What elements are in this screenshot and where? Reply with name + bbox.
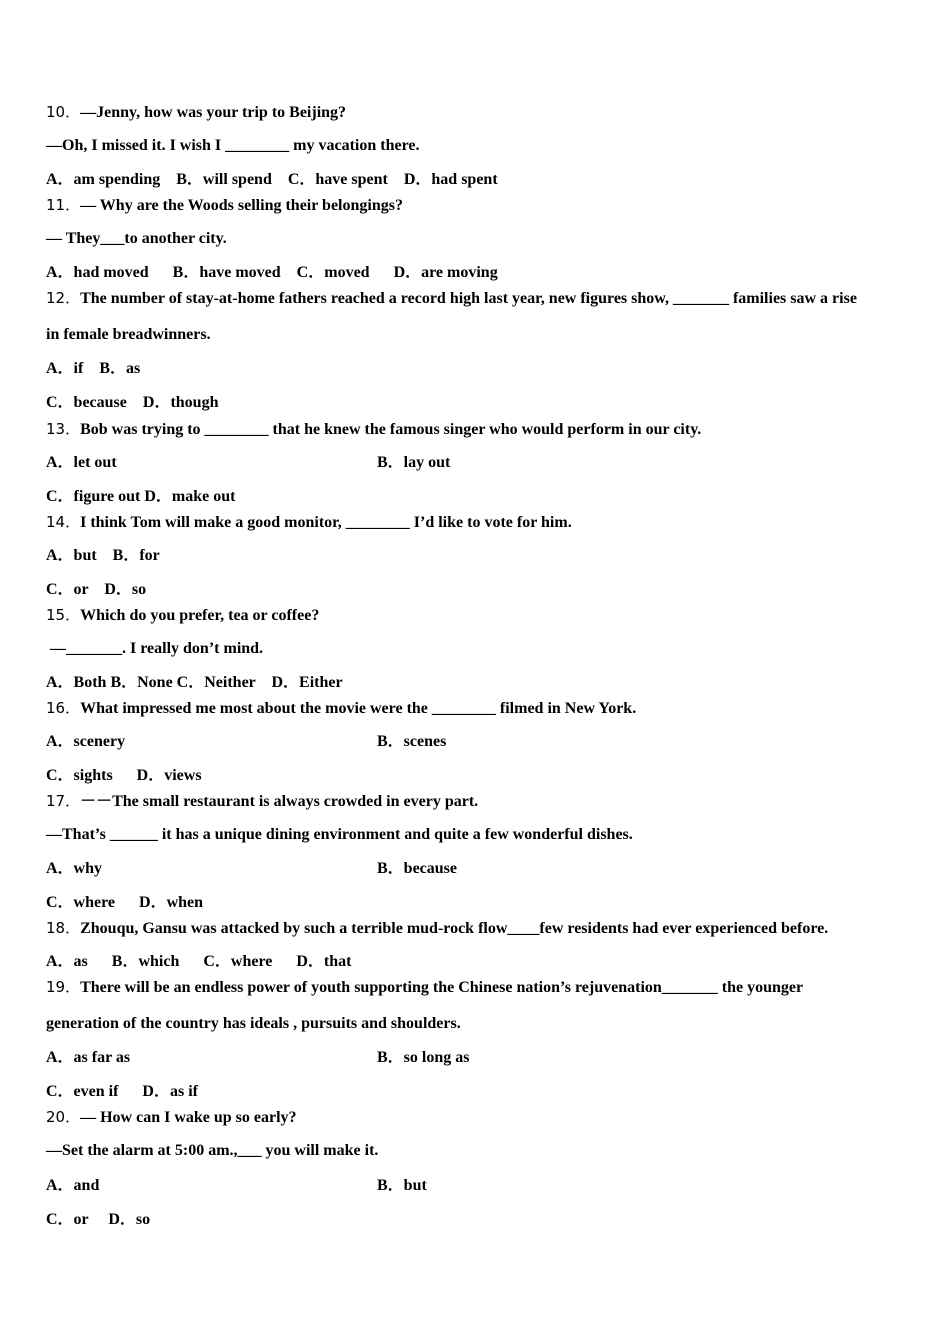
option-a: A．why <box>46 860 103 877</box>
option-b: B．because <box>377 860 458 877</box>
question-16-options-2: C．sights D．views <box>46 767 202 784</box>
question-12-options-1: A．if B．as <box>46 360 141 377</box>
question-number: 17． <box>46 792 81 810</box>
question-number: 15． <box>46 606 81 624</box>
question-10-stem: 10．—Jenny, how was your trip to Beijing? <box>46 103 347 121</box>
question-17-options-2: C．where D．when <box>46 894 204 911</box>
question-15-dialog: —_______. I really don’t mind. <box>46 640 264 657</box>
question-10-dialog: —Oh, I missed it. I wish I ________ my vacation there. <box>46 137 420 154</box>
option-a: A．let out <box>46 454 117 471</box>
question-13-options-2: C．figure out D．make out <box>46 488 236 505</box>
question-16-options-1 <box>46 732 926 752</box>
question-number: 18． <box>46 919 81 937</box>
question-number: 11． <box>46 196 81 214</box>
question-17-stem: 17．－－The small restaurant is always crowded in every part. <box>46 792 479 810</box>
question-16-stem: 16．What impressed me most about the movie were the ________ filmed in New York. <box>46 699 637 717</box>
question-13-options-1 <box>46 453 926 473</box>
question-number: 12． <box>46 289 81 307</box>
question-14-stem: 14．I think Tom will make a good monitor, ________ I’d like to vote for him. <box>46 513 572 531</box>
question-17-dialog: —That’s ______ it has a unique dining environment and quite a few wonderful dishes. <box>46 826 633 843</box>
question-13-stem: 13．Bob was trying to ________ that he knew the famous singer who would perform in our city. <box>46 420 702 438</box>
option-b: B．lay out <box>377 454 451 471</box>
question-11-stem: 11．— Why are the Woods selling their belongings? <box>46 196 403 214</box>
question-20-dialog: —Set the alarm at 5:00 am.,___ you will make it. <box>46 1142 379 1159</box>
question-number: 19． <box>46 978 81 996</box>
question-14-options-1: A．but B．for <box>46 547 160 564</box>
option-a: A．scenery <box>46 733 126 750</box>
option-b: B．scenes <box>377 733 447 750</box>
question-number: 16． <box>46 699 81 717</box>
question-number: 13． <box>46 420 81 438</box>
question-18-options: A．as B．which C．where D．that <box>46 953 352 970</box>
question-17-options-1 <box>46 859 926 879</box>
question-11-options: A．had moved B．have moved C．moved D．are moving <box>46 264 498 281</box>
question-19-options-2: C．even if D．as if <box>46 1083 198 1100</box>
question-number: 14． <box>46 513 81 531</box>
question-10-options: A．am spending B．will spend C．have spent D．had spent <box>46 171 498 188</box>
question-14-options-2: C．or D．so <box>46 581 147 598</box>
question-19-options-1 <box>46 1048 926 1068</box>
question-20-stem: 20．— How can I wake up so early? <box>46 1108 297 1126</box>
question-number: 20． <box>46 1108 81 1126</box>
option-a: A．as far as <box>46 1049 131 1066</box>
question-19-stem: 19．There will be an endless power of youth supporting the Chinese nation’s rejuvenation_______ the younger <box>46 978 804 996</box>
question-15-options: A．Both B．None C．Neither D．Either <box>46 674 343 691</box>
question-12-stem: 12．The number of stay-at-home fathers reached a record high last year, new figures show, _______ families saw a rise <box>46 289 857 307</box>
question-20-options-1 <box>46 1176 926 1196</box>
question-15-stem: 15．Which do you prefer, tea or coffee? <box>46 606 320 624</box>
question-18-stem: 18．Zhouqu, Gansu was attacked by such a terrible mud-rock flow____few residents had ever experienced before. <box>46 919 829 937</box>
option-b: B．but <box>377 1177 427 1194</box>
question-11-dialog: — They___to another city. <box>46 230 227 247</box>
question-19-stem-cont: generation of the country has ideals , pursuits and shoulders. <box>46 1015 461 1032</box>
question-12-stem-cont: in female breadwinners. <box>46 326 211 343</box>
option-b: B．so long as <box>377 1049 470 1066</box>
question-number: 10． <box>46 103 81 121</box>
question-12-options-2: C．because D．though <box>46 394 219 411</box>
question-20-options-2: C．or D．so <box>46 1211 151 1228</box>
option-a: A．and <box>46 1177 100 1194</box>
